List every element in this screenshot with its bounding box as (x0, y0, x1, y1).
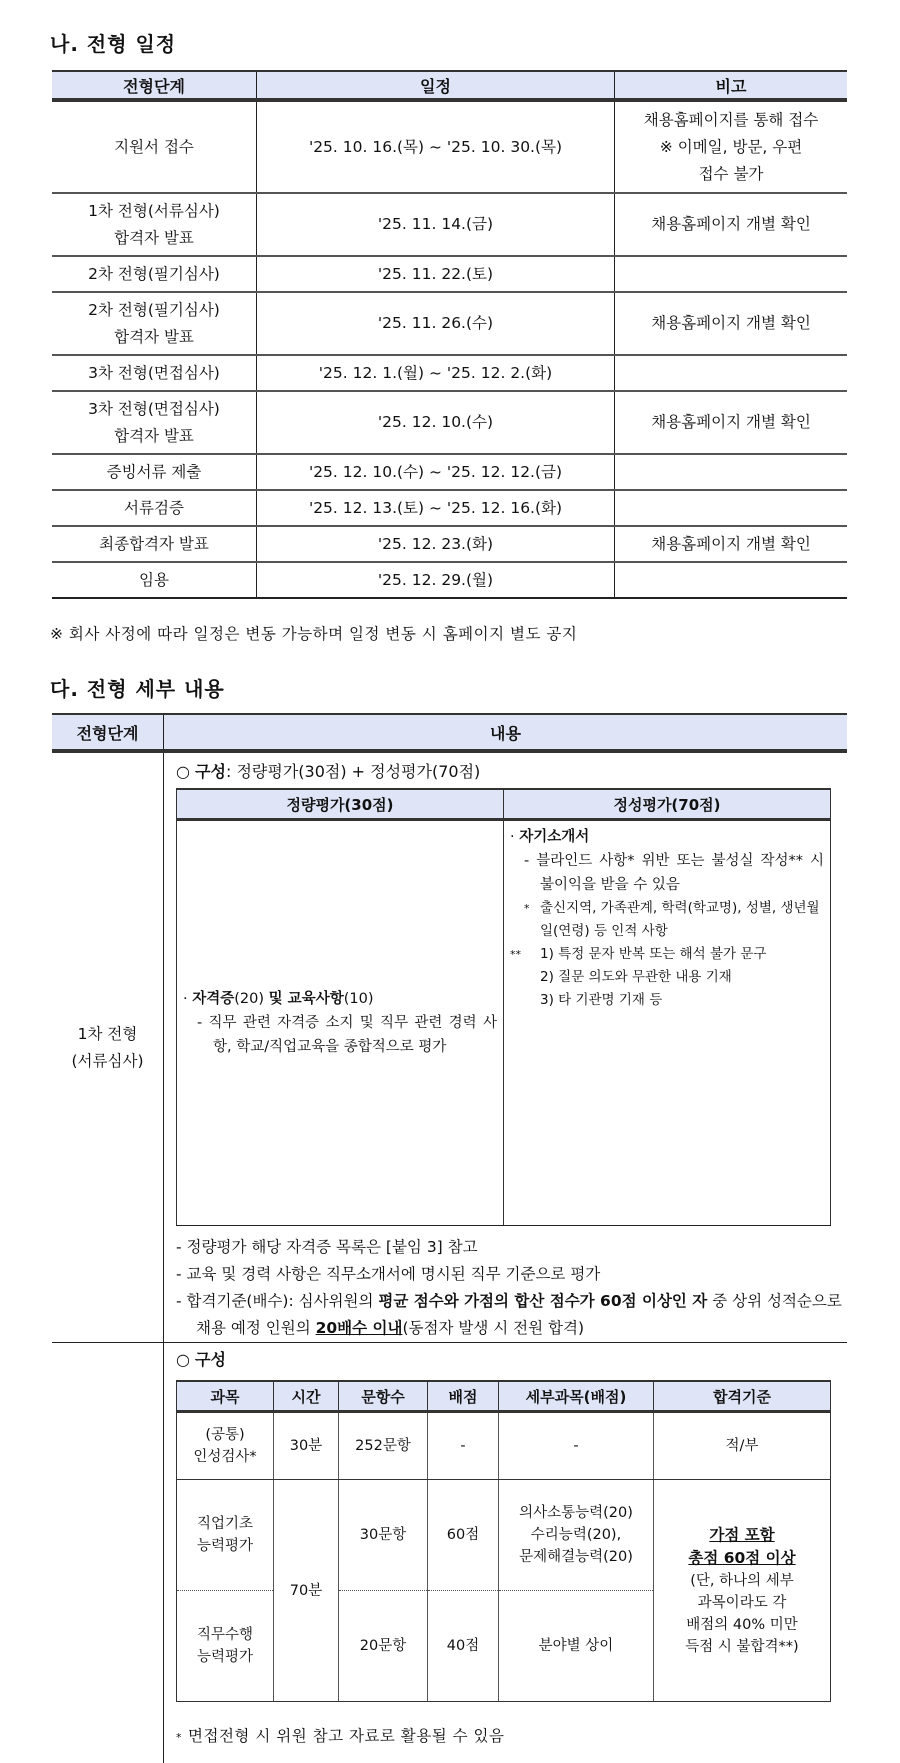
header-pass: 합격기준 (654, 1381, 831, 1412)
header-stage: 전형단계 (52, 71, 257, 100)
schedule-date: '25. 11. 26.(수) (257, 292, 615, 355)
schedule-stage-line: 증빙서류 제출 (52, 459, 256, 486)
exam-detail: 분야별 상이 (499, 1591, 654, 1702)
schedule-note (615, 490, 848, 526)
quant-item-a: 자격증 (192, 991, 234, 1007)
schedule-note (615, 100, 848, 193)
details-table (52, 713, 847, 1763)
stage2-content (164, 1343, 848, 1763)
header-stage: 전형단계 (52, 714, 164, 751)
schedule-stage (52, 490, 257, 526)
exam-row (177, 1412, 831, 1480)
schedule-date: '25. 12. 10.(수) (257, 391, 615, 454)
exam-subject-line: (공통) (177, 1424, 273, 1446)
schedule-date: '25. 10. 16.(목) ~ '25. 10. 30.(목) (257, 100, 615, 193)
exam-table (176, 1380, 831, 1702)
schedule-note (615, 193, 848, 256)
exam-score: - (428, 1412, 499, 1480)
header-date: 일정 (257, 71, 615, 100)
schedule-row (52, 256, 847, 292)
schedule-stage-line: 3차 전형(면접심사) (52, 396, 256, 423)
qual-note1 (510, 897, 824, 943)
pass-note-line: (단, 하나의 세부 (654, 1570, 830, 1592)
schedule-stage (52, 100, 257, 193)
qual-content (504, 820, 831, 1226)
schedule-row (52, 562, 847, 598)
exam-pass: 적/부 (654, 1412, 831, 1480)
schedule-stage-line: 지원서 접수 (52, 134, 256, 161)
header-note: 비고 (615, 71, 848, 100)
stage2-label (52, 1343, 164, 1763)
schedule-footnote: ※ 회사 사정에 따라 일정은 변동 가능하며 일정 변동 시 홈페이지 별도 공지 (50, 622, 577, 644)
schedule-row (52, 454, 847, 490)
criteria-pass-mid: 중 상위 성적순으로 채용 예정 인원의 (196, 1292, 842, 1337)
schedule-stage (52, 562, 257, 598)
schedule-row (52, 526, 847, 562)
qual-note2-item: 1) 특정 문자 반복 또는 해석 불가 문구 (540, 943, 824, 966)
evaluation-table (176, 788, 831, 1226)
circle-bullet-icon: ○ (176, 762, 195, 781)
schedule-note (615, 391, 848, 454)
exam-subject-line: 직업기초 (177, 1513, 273, 1535)
criteria-item: - 교육 및 경력 사항은 직무소개서에 명시된 직무 기준으로 평가 (176, 1261, 847, 1288)
schedule-row (52, 490, 847, 526)
exam-subject-line: 능력평가 (177, 1646, 273, 1668)
stage2-footnote (176, 1724, 847, 1746)
stage1-label-line2: (서류심사) (52, 1048, 163, 1075)
section-title-schedule: 나. 전형 일정 (50, 28, 176, 57)
schedule-note-line: 채용홈페이지 개별 확인 (615, 310, 847, 337)
header-subject: 과목 (177, 1381, 274, 1412)
schedule-note-line: 채용홈페이지를 통해 접수 (615, 107, 847, 134)
schedule-stage (52, 193, 257, 256)
schedule-note-line: 채용홈페이지 개별 확인 (615, 211, 847, 238)
schedule-note-line: ※ 이메일, 방문, 우편 (615, 134, 847, 161)
schedule-stage-line: 3차 전형(면접심사) (52, 360, 256, 387)
exam-subject (177, 1480, 274, 1591)
schedule-note (615, 526, 848, 562)
exam-detail-line: 수리능력(20), (499, 1524, 653, 1546)
schedule-note (615, 562, 848, 598)
schedule-row (52, 193, 847, 256)
schedule-row (52, 100, 847, 193)
stage2-row (52, 1343, 847, 1763)
exam-header-row (177, 1381, 831, 1412)
schedule-date: '25. 12. 23.(화) (257, 526, 615, 562)
schedule-date: '25. 11. 22.(토) (257, 256, 615, 292)
asterisk-icon: * (176, 1731, 182, 1744)
header-detail: 세부과목(배점) (499, 1381, 654, 1412)
qual-desc: - 블라인드 사항* 위반 또는 불성실 작성** 시 불이익을 받을 수 있음 (510, 849, 824, 897)
exam-time: 30분 (274, 1412, 339, 1480)
schedule-date: '25. 12. 1.(월) ~ '25. 12. 2.(화) (257, 355, 615, 391)
qual-note2-item: 3) 타 기관명 기재 등 (540, 989, 824, 1012)
exam-count: 20문항 (339, 1591, 428, 1702)
asterisk-icon: * (524, 897, 540, 920)
schedule-stage-line: 임용 (52, 567, 256, 594)
schedule-date: '25. 12. 29.(월) (257, 562, 615, 598)
exam-subject-line: 능력평가 (177, 1535, 273, 1557)
schedule-date: '25. 12. 10.(수) ~ '25. 12. 12.(금) (257, 454, 615, 490)
exam-subject (177, 1591, 274, 1702)
criteria-pass-underline: 20배수 이내 (316, 1319, 403, 1337)
schedule-note (615, 454, 848, 490)
exam-detail-line: 문제해결능력(20) (499, 1546, 653, 1568)
schedule-stage (52, 454, 257, 490)
header-score: 배점 (428, 1381, 499, 1412)
exam-count: 30문항 (339, 1480, 428, 1591)
exam-count: 252문항 (339, 1412, 428, 1480)
criteria-item: - 정량평가 해당 자격증 목록은 [붙임 3] 참고 (176, 1234, 847, 1261)
schedule-stage-line: 2차 전형(필기심사) (52, 261, 256, 288)
qual-note1-text: 출신지역, 가족관계, 학력(학교명), 성별, 생년월일(연령) 등 인적 사항 (540, 900, 820, 939)
schedule-stage-line: 1차 전형(서류심사) (52, 198, 256, 225)
schedule-note (615, 292, 848, 355)
schedule-header-row (52, 71, 847, 100)
schedule-stage (52, 256, 257, 292)
qual-bullet: · 자기소개서 (510, 825, 824, 849)
header-quant: 정량평가(30점) (177, 789, 504, 820)
schedule-date: '25. 12. 13.(토) ~ '25. 12. 16.(화) (257, 490, 615, 526)
quant-content (177, 820, 504, 1226)
stage2-footnote-text: 면접전형 시 위원 참고 자료로 활용될 수 있음 (188, 1727, 505, 1745)
header-content: 내용 (164, 714, 848, 751)
exam-subject-line: 인성검사* (177, 1446, 273, 1468)
section-title-details: 다. 전형 세부 내용 (50, 673, 225, 702)
schedule-note-line: 채용홈페이지 개별 확인 (615, 409, 847, 436)
header-qual: 정성평가(70점) (504, 789, 831, 820)
quant-desc: - 직무 관련 자격증 소지 및 직무 관련 경력 사항, 학교/직업교육을 종합적으로 평가 (183, 1011, 497, 1059)
exam-subject (177, 1412, 274, 1480)
schedule-stage-line: 합격자 발표 (52, 423, 256, 450)
schedule-stage-line: 최종합격자 발표 (52, 531, 256, 558)
circle-bullet-icon: ○ (176, 1350, 195, 1369)
criteria-pass (176, 1288, 847, 1342)
stage2-composition (176, 1347, 847, 1370)
schedule-table (52, 70, 847, 599)
exam-time: 70분 (274, 1480, 339, 1702)
stage1-row (52, 751, 847, 1343)
schedule-stage (52, 391, 257, 454)
schedule-stage (52, 292, 257, 355)
evaluation-content-row (177, 820, 831, 1226)
quant-item-b: 및 교육사항 (269, 991, 344, 1007)
pass-note-line: 과목이라도 각 (654, 1592, 830, 1614)
pass-bold-line: 가점 포함 (709, 1526, 774, 1544)
pass-bold-line: 총점 60점 이상 (688, 1549, 795, 1567)
exam-pass (654, 1480, 831, 1702)
qual-note2-item: 2) 질문 의도와 무관한 내용 기재 (540, 966, 824, 989)
schedule-stage (52, 526, 257, 562)
stage1-label-line1: 1차 전형 (52, 1021, 163, 1048)
schedule-stage (52, 355, 257, 391)
criteria-pass-bold: 평균 점수와 가점의 합산 점수가 60점 이상인 자 (378, 1292, 707, 1310)
exam-score: 40점 (428, 1591, 499, 1702)
details-header-row (52, 714, 847, 751)
composition-label: 구성 (195, 1350, 226, 1369)
exam-subject-line: 직무수행 (177, 1624, 273, 1646)
schedule-row (52, 391, 847, 454)
quant-bullet: · 자격증(20) 및 교육사항(10) (183, 987, 497, 1011)
stage1-content (164, 751, 848, 1343)
exam-detail: - (499, 1412, 654, 1480)
schedule-date: '25. 11. 14.(금) (257, 193, 615, 256)
stage1-composition (176, 759, 847, 782)
quant-item-a-pts: (20) (234, 991, 268, 1007)
exam-detail (499, 1480, 654, 1591)
criteria-pass-pre: - 합격기준(배수): 심사위원의 (176, 1292, 378, 1310)
pass-note-line: 배점의 40% 미만 (654, 1614, 830, 1636)
header-time: 시간 (274, 1381, 339, 1412)
schedule-note-line: 채용홈페이지 개별 확인 (615, 531, 847, 558)
schedule-stage-line: 합격자 발표 (52, 225, 256, 252)
evaluation-header-row (177, 789, 831, 820)
schedule-row (52, 355, 847, 391)
stage1-label (52, 751, 164, 1343)
composition-label: 구성 (195, 762, 226, 781)
qual-item: 자기소개서 (519, 829, 589, 845)
quant-item-b-pts: (10) (344, 991, 374, 1007)
composition-text: : 정량평가(30점) + 정성평가(70점) (226, 762, 480, 781)
schedule-stage-line: 2차 전형(필기심사) (52, 297, 256, 324)
criteria-pass-post: (동점자 발생 시 전원 합격) (402, 1319, 584, 1337)
header-count: 문항수 (339, 1381, 428, 1412)
schedule-stage-line: 서류검증 (52, 495, 256, 522)
schedule-note (615, 355, 848, 391)
schedule-row (52, 292, 847, 355)
qual-note2 (510, 943, 824, 1012)
exam-row (177, 1480, 831, 1591)
stage1-criteria (176, 1234, 847, 1342)
schedule-stage-line: 합격자 발표 (52, 324, 256, 351)
exam-detail-line: 의사소통능력(20) (499, 1502, 653, 1524)
schedule-note-line: 접수 불가 (615, 161, 847, 188)
schedule-note (615, 256, 848, 292)
double-asterisk-icon: ** (510, 943, 526, 966)
pass-note-line: 득점 시 불합격**) (654, 1636, 830, 1658)
exam-score: 60점 (428, 1480, 499, 1591)
